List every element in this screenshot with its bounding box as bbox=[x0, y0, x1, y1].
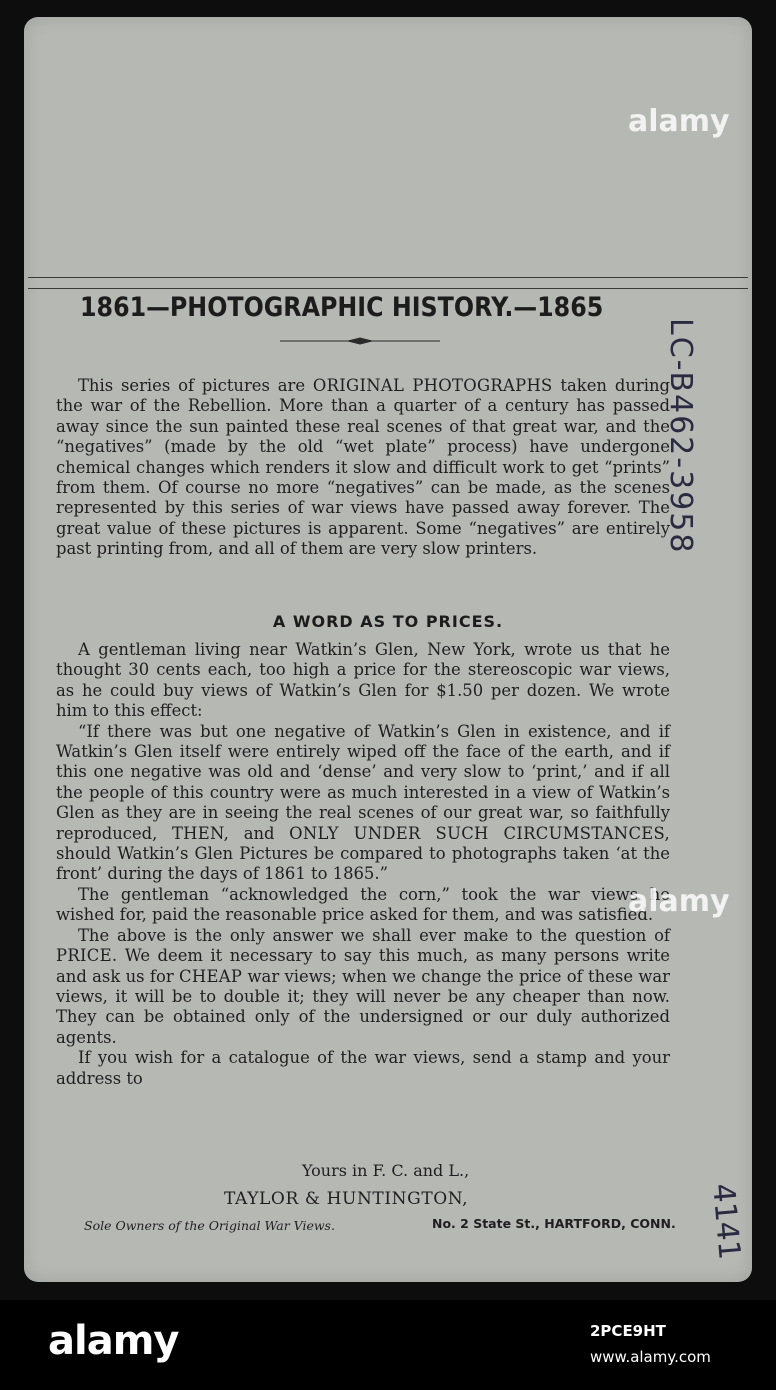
closing-line: Yours in F. C. and L., bbox=[302, 1161, 470, 1180]
second-rule bbox=[28, 288, 748, 289]
card-title: 1861—PHOTOGRAPHIC HISTORY.—1865 bbox=[80, 292, 604, 323]
quote-caps-1: THEN, bbox=[171, 823, 230, 843]
prices-paragraph-5: If you wish for a catalogue of the war views, send a stamp and your address to bbox=[56, 1048, 670, 1088]
prices-paragraph-4 bbox=[56, 926, 670, 1048]
watermark-logo-top: alamy bbox=[628, 104, 730, 139]
intro-paragraph bbox=[56, 376, 670, 560]
watermark-url: www.alamy.com bbox=[590, 1348, 711, 1366]
ornament-divider bbox=[280, 337, 440, 345]
quote-caps-2: ONLY UNDER SUCH CIRCUMSTANCES, bbox=[289, 823, 670, 843]
quote-text-c: should Watkin’s Glen Pictures be compared to photographs taken ‘at the front’ during the days of 1861 to 1865.” bbox=[56, 844, 670, 884]
owners-line: Sole Owners of the Original War Views. bbox=[84, 1218, 335, 1233]
price-text-b: We deem it necessary to say this much, as many persons write and ask us for bbox=[56, 946, 670, 986]
price-caps-2: CHEAP bbox=[179, 966, 243, 986]
quote-text-b: and bbox=[229, 823, 290, 843]
prices-paragraph-1: A gentleman living near Watkin’s Glen, New York, wrote us that he thought 30 cents each, too high a price for the stereoscopic war views, as he could buy views of Watkin’s Glen for $1.50 per dozen. We wrote him to this effect: bbox=[56, 640, 670, 721]
top-rule bbox=[28, 277, 748, 278]
firm-address: No. 2 State St., HARTFORD, CONN. bbox=[432, 1216, 676, 1231]
handwritten-number: 4141 bbox=[705, 1182, 747, 1262]
watermark-image-id: 2PCE9HT bbox=[590, 1322, 666, 1340]
price-text-a: The above is the only answer we shall ever make to the question of bbox=[78, 925, 670, 945]
price-text-c: war views; when we change the price of these war views, it will be to double it; they will never be any cheaper than now. They can be obtained only of the undersigned or our duly authorized agents. bbox=[56, 966, 670, 1047]
intro-text-1: This series of pictures are bbox=[78, 376, 313, 395]
prices-heading: A WORD AS TO PRICES. bbox=[272, 612, 504, 631]
price-caps-1: PRICE. bbox=[56, 946, 118, 966]
prices-paragraph-2 bbox=[56, 722, 670, 885]
firm-name: TAYLOR & HUNTINGTON, bbox=[224, 1189, 469, 1209]
handwritten-call-number: LC-B462-3958 bbox=[663, 318, 698, 555]
intro-caps: ORIGINAL PHOTOGRAPHS bbox=[312, 376, 553, 395]
watermark-footer-logo: alamy bbox=[48, 1318, 179, 1364]
intro-text-2: taken during the war of the Rebellion. More than a quarter of a century has passed away since the sun painted these real scenes of that great war, and the “negatives” (made by the old “wet plate” process) have undergone chemical changes which renders it slow and difficult work to get “prints” from them. Of course no more “negatives” can be made, as the scenes represented by this series of war views have passed away forever. The great value of these pictures is apparent. Some “negatives” are entirely past printing from, and all of them are very slow printers. bbox=[56, 376, 670, 559]
prices-section bbox=[56, 640, 670, 1089]
watermark-logo-middle: alamy bbox=[628, 884, 730, 919]
quote-text-a: “If there was but one negative of Watkin’s Glen in existence, and if Watkin’s Glen itself were entirely wiped off the face of the earth, and if this one negative was old and ‘dense’ and very slow to ‘print,’ and if all the people of this country were as much interested in a view of Watkin’s Glen as they are in seeing the real scenes of our great war, so faithfully reproduced, bbox=[56, 721, 670, 843]
prices-paragraph-3: The gentleman “acknowledged the corn,” took the war views he wished for, paid the reasonable price asked for them, and was satisfied. bbox=[56, 884, 670, 925]
